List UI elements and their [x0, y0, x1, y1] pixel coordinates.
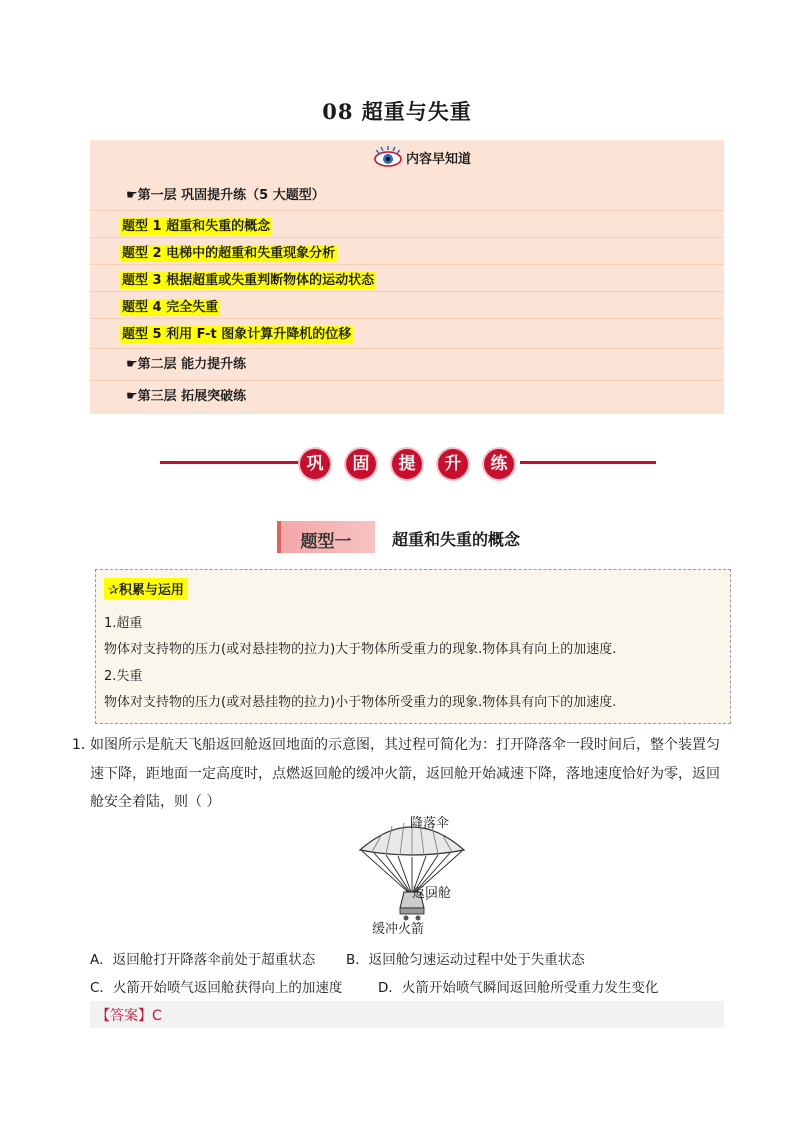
question-line-1: 如图所示是航天飞船返回舱返回地面的示意图，其过程可简化为：打开降落伞一段时间后，整个装置匀	[90, 737, 720, 753]
banner-char-2: 固	[346, 449, 376, 479]
question-line-2: 速下降，距地面一定高度时，点燃返回舱的缓冲火箭，返回舱开始减速下降，落地速度恰好为零，返回	[90, 766, 720, 782]
layer-2-row	[90, 348, 724, 375]
label-capsule: 返回舱	[412, 886, 452, 901]
overview-header	[90, 140, 724, 174]
banner-char-1: 巩	[300, 449, 330, 479]
banner-char-5: 练	[484, 449, 514, 479]
type-1-row	[90, 210, 724, 237]
type-3-link[interactable]: 题型 3 根据超重或失重判断物体的运动状态	[122, 273, 375, 288]
section-title: 超重和失重的概念	[392, 530, 521, 549]
overview-title: 内容早知道	[406, 152, 472, 167]
banner-line-right	[520, 461, 656, 464]
eye-icon	[373, 146, 403, 168]
type-5-row	[90, 318, 724, 345]
knowledge-title: ✰积累与运用	[104, 578, 188, 599]
type-2-row	[90, 237, 724, 264]
label-parachute: 降落伞	[410, 816, 450, 831]
question-line-3: 舱安全着陆，则（ ）	[90, 794, 221, 810]
layer-3-label[interactable]: ☛第三层 拓展突破练	[126, 389, 247, 404]
type-3-row	[90, 264, 724, 291]
answer-text: 【答案】C	[96, 1008, 162, 1024]
option-b[interactable]: B．返回舱匀速运动过程中处于失重状态	[346, 952, 585, 968]
type-2-link[interactable]: 题型 2 电梯中的超重和失重现象分析	[122, 246, 336, 261]
layer-2-label[interactable]: ☛第二层 能力提升练	[126, 357, 247, 372]
overview-box	[90, 140, 724, 414]
knowledge-line-3: 2.失重	[104, 669, 143, 684]
knowledge-line-2: 物体对支持物的压力(或对悬挂物的拉力)大于物体所受重力的现象.物体具有向上的加速度.	[104, 642, 617, 657]
knowledge-box	[95, 569, 731, 724]
option-c[interactable]: C．火箭开始喷气返回舱获得向上的加速度	[90, 980, 343, 996]
type-4-link[interactable]: 题型 4 完全失重	[122, 300, 219, 315]
layer-1-row	[90, 180, 724, 206]
label-rocket: 缓冲火箭	[372, 922, 425, 937]
section-tag-edge	[277, 521, 281, 553]
layer-3-row	[90, 380, 724, 407]
section-tag	[277, 521, 375, 553]
knowledge-line-4: 物体对支持物的压力(或对悬挂物的拉力)小于物体所受重力的现象.物体具有向下的加速度.	[104, 695, 617, 710]
type-5-link[interactable]: 题型 5 利用 F-t 图象计算升降机的位移	[122, 327, 352, 342]
option-a[interactable]: A．返回舱打开降落伞前处于超重状态	[90, 952, 316, 968]
page-title: 08 超重与失重	[322, 99, 472, 124]
question-number: 1．	[72, 737, 95, 753]
type-4-row	[90, 291, 724, 318]
banner-char-4: 升	[438, 449, 468, 479]
answer-bar	[90, 1001, 724, 1028]
section-tag-label: 题型一	[300, 532, 352, 552]
banner-char-3: 提	[392, 449, 422, 479]
layer-1-label[interactable]: ☛第一层 巩固提升练（5 大题型）	[126, 188, 325, 203]
knowledge-line-1: 1.超重	[104, 616, 143, 631]
banner-line-left	[160, 461, 300, 464]
type-1-link[interactable]: 题型 1 超重和失重的概念	[122, 219, 271, 234]
option-d[interactable]: D．火箭开始喷气瞬间返回舱所受重力发生变化	[378, 980, 659, 996]
